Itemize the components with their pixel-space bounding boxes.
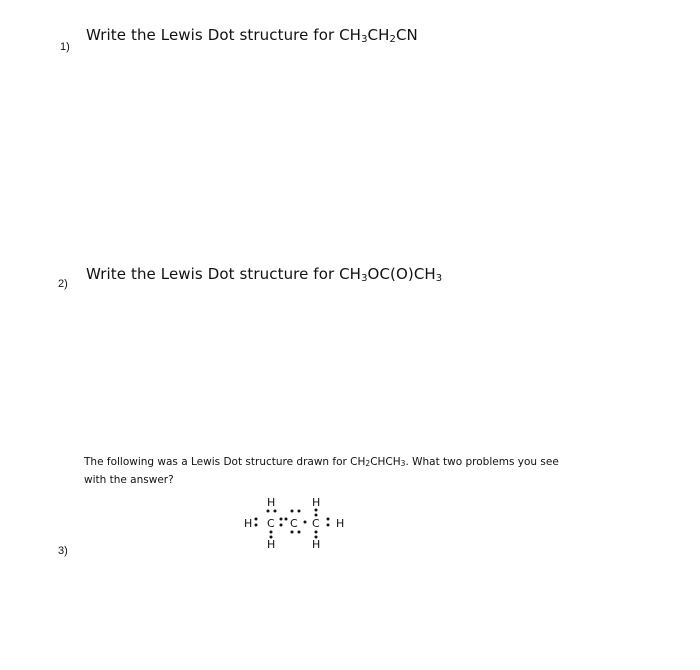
formula-text: CHCH [370, 456, 401, 468]
question-number: 1) [60, 41, 70, 53]
formula-text: The following was a Lewis Dot structure drawn for CH [84, 456, 366, 468]
question-number: 3) [58, 545, 68, 557]
formula-subscript: 3 [400, 459, 406, 468]
formula-text: CH [339, 265, 362, 283]
hydrogen-bottom-2: H [312, 538, 321, 551]
carbon-1: C [267, 517, 275, 530]
question-text [86, 26, 418, 45]
hydrogen-bottom-1: H [267, 538, 276, 551]
formula-subscript: 3 [435, 273, 443, 284]
hydrogen-left: H [244, 517, 253, 530]
lewis-structure-diagram [242, 494, 362, 556]
formula-subscript: 2 [365, 459, 371, 468]
carbon-2: C [290, 517, 298, 530]
question-number: 2) [58, 278, 68, 290]
formula-text: OC(O)CH [367, 265, 436, 283]
formula-subscript: 3 [361, 34, 368, 45]
formula-subscript: 2 [389, 34, 396, 45]
hydrogen-right: H [336, 517, 345, 530]
chemical-formula [339, 26, 418, 44]
chemical-formula [339, 265, 442, 283]
formula-subscript: 3 [361, 273, 368, 284]
carbon-3: C [312, 517, 320, 530]
hydrogen-top-1: H [267, 496, 276, 509]
question-text [84, 454, 584, 488]
question-prefix: Write the Lewis Dot structure for [86, 265, 340, 283]
question-text [86, 265, 442, 284]
question-prefix: Write the Lewis Dot structure for [86, 26, 340, 44]
formula-text: CH [367, 26, 390, 44]
formula-text: CH [339, 26, 362, 44]
formula-text: CN [395, 26, 418, 44]
hydrogen-top-2: H [312, 496, 321, 509]
formula-text: . What two problems you see with the answer? [84, 456, 559, 486]
